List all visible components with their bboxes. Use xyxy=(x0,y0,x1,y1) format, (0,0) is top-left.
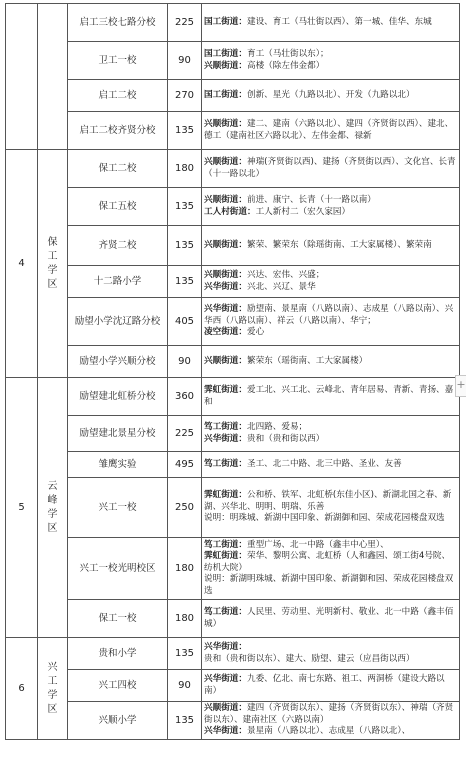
catchment-line xyxy=(204,356,457,368)
catchment-text: 爱工北、兴工北、云峰北、青年居易、青新、青扬、嘉和 xyxy=(204,385,454,407)
street-label: 兴华街道： xyxy=(204,726,247,737)
school-name-cell: 兴工四校 xyxy=(68,670,168,702)
catchment-text: 建二、建南（六路以北）、建四（齐贤街以西）、建北、德工（建南社区六路以北）、左伟金都、禄新 xyxy=(204,119,454,141)
school-name-cell: 励望建北虹桥分校 xyxy=(68,378,168,416)
catchment-text: 重型广场、北一中路（鑫丰中心里）、 xyxy=(246,539,389,550)
table-row xyxy=(6,150,460,188)
school-name-cell: 十二路小学 xyxy=(68,266,168,298)
enrollment-count-cell: 90 xyxy=(168,42,202,80)
enrollment-count-cell: 180 xyxy=(168,538,202,600)
catchment-text: 繁荣东（瑶街南、工大家属楼） xyxy=(246,355,368,366)
table-row xyxy=(6,378,460,416)
catchment-area-cell xyxy=(202,378,460,416)
catchment-line xyxy=(204,459,457,471)
catchment-line xyxy=(204,574,457,597)
enrollment-count-cell: 180 xyxy=(168,600,202,638)
school-name-cell: 兴工一校 xyxy=(68,478,168,538)
table-row xyxy=(6,670,460,702)
school-name-cell: 保工一校 xyxy=(68,600,168,638)
enrollment-table xyxy=(5,3,460,740)
street-label: 兴顺街道： xyxy=(204,157,247,167)
enrollment-count-cell: 495 xyxy=(168,452,202,478)
catchment-line xyxy=(204,327,457,339)
table-row xyxy=(6,4,460,42)
catchment-text: 神瑞(齐贤街以西)、建扬（齐贤街以西）、文化宫、长青（十一路以北） xyxy=(204,157,456,179)
street-label: 兴华街道： xyxy=(204,281,247,292)
street-label: 凌空街道： xyxy=(204,327,247,338)
enrollment-count-cell: 135 xyxy=(168,266,202,298)
school-name-cell: 齐贤二校 xyxy=(68,226,168,266)
catchment-text: 景星南（八路以北）、志成星（八路以北）、 xyxy=(246,726,411,737)
catchment-line xyxy=(204,270,457,282)
school-name-cell: 贵和小学 xyxy=(68,638,168,670)
district-name: 云峰学区 xyxy=(47,480,58,534)
school-name-cell: 兴顺小学 xyxy=(68,702,168,740)
catchment-area-cell xyxy=(202,538,460,600)
group-number-cell xyxy=(6,4,38,150)
catchment-line xyxy=(204,207,457,219)
catchment-line xyxy=(204,490,457,513)
catchment-text: 爱心 xyxy=(246,327,265,338)
catchment-text: 前进、康宁、长青（十一路以南） xyxy=(246,195,376,205)
catchment-line xyxy=(204,282,457,294)
catchment-area-cell xyxy=(202,112,460,150)
catchment-text: 公和桥、铁军、北虹桥(东佳小区)、新湖北国之春、新湖、兴华北、明明、明瑞、乐善 xyxy=(204,490,452,512)
street-label: 国工街道： xyxy=(204,89,247,100)
street-label: 兴顺街道： xyxy=(204,270,247,280)
catchment-text: 育工（马壮街以东）； xyxy=(246,49,329,59)
school-name-cell: 兴工一校光明校区 xyxy=(68,538,168,600)
school-name-cell: 卫工一校 xyxy=(68,42,168,80)
catchment-text: 说明：新湖明珠城、新湖中国印象、新湖御和园、荣成花园楼盘双选 xyxy=(204,574,454,596)
group-number-cell: 6 xyxy=(6,638,38,740)
street-label: 笃工街道： xyxy=(204,422,247,432)
table-row xyxy=(6,346,460,378)
street-label: 国工街道： xyxy=(204,49,247,59)
table-row xyxy=(6,298,460,346)
school-name-cell: 启工二校齐贤分校 xyxy=(68,112,168,150)
catchment-area-cell xyxy=(202,452,460,478)
enrollment-count-cell: 135 xyxy=(168,112,202,150)
table-row xyxy=(6,478,460,538)
street-label: 兴顺街道： xyxy=(204,60,247,71)
enrollment-count-cell: 405 xyxy=(168,298,202,346)
enrollment-count-cell: 360 xyxy=(168,378,202,416)
table-row xyxy=(6,226,460,266)
district-cell xyxy=(38,4,68,150)
school-name-cell: 雏鹰实验 xyxy=(68,452,168,478)
catchment-text: 贵和（贵和街以西） xyxy=(246,433,325,444)
school-name-cell: 励望小学沈辽路分校 xyxy=(68,298,168,346)
catchment-text: 说明：明珠城、新湖中国印象、新湖御和园、荣成花园楼盘双选 xyxy=(204,513,445,524)
enrollment-count-cell: 270 xyxy=(168,80,202,112)
catchment-area-cell xyxy=(202,346,460,378)
street-label: 笃工街道： xyxy=(204,539,247,550)
catchment-line xyxy=(204,385,457,408)
catchment-text: 贵和（贵和街以东）、建大、励望、建云（应昌街以西） xyxy=(204,653,415,664)
side-expand-tab[interactable]: + xyxy=(455,375,466,397)
school-name-cell: 保工二校 xyxy=(68,150,168,188)
school-name-cell: 励望小学兴顺分校 xyxy=(68,346,168,378)
catchment-line xyxy=(204,49,457,61)
catchment-line xyxy=(204,434,457,446)
catchment-line xyxy=(204,726,457,738)
district-name: 兴工学区 xyxy=(47,661,58,715)
catchment-area-cell xyxy=(202,298,460,346)
street-label: 霁虹街道： xyxy=(204,551,247,562)
catchment-line xyxy=(204,90,457,102)
table-row xyxy=(6,600,460,638)
group-number-cell: 4 xyxy=(6,150,38,378)
catchment-text: 励望南、景星南（八路以南）、志成星（八路以南）、兴华西（八路以南）、祥云（八路以南）、华宁； xyxy=(204,304,454,326)
catchment-text: 兴北、兴辽、景华 xyxy=(246,281,316,292)
catchment-line xyxy=(204,642,457,665)
street-label: 兴顺街道： xyxy=(204,355,247,366)
catchment-line xyxy=(204,61,457,73)
catchment-text: 人民里、劳动里、光明新村、敬业、北一中路（鑫丰佰城） xyxy=(204,607,454,629)
table-row xyxy=(6,452,460,478)
enrollment-count-cell: 225 xyxy=(168,416,202,452)
enrollment-count-cell: 135 xyxy=(168,188,202,226)
street-label: 霁虹街道： xyxy=(204,385,247,395)
catchment-area-cell xyxy=(202,188,460,226)
catchment-line xyxy=(204,240,457,252)
district-cell xyxy=(38,150,68,378)
catchment-line xyxy=(204,157,457,180)
catchment-line xyxy=(204,551,457,574)
district-name: 保工学区 xyxy=(47,236,58,290)
table-row xyxy=(6,538,460,600)
catchment-text: 圣工、北二中路、北三中路、圣业、友善 xyxy=(246,458,402,469)
catchment-line xyxy=(204,304,457,327)
group-number-cell: 5 xyxy=(6,378,38,638)
street-label: 笃工街道： xyxy=(204,607,247,617)
table-row xyxy=(6,416,460,452)
street-label: 兴华街道： xyxy=(204,304,247,315)
catchment-area-cell xyxy=(202,150,460,188)
district-cell xyxy=(38,378,68,638)
catchment-text: 繁荣、繁荣东（除瑶街南、工大家属楼）、繁荣南 xyxy=(246,239,432,250)
catchment-line xyxy=(204,17,457,29)
catchment-line xyxy=(204,540,457,552)
table-row xyxy=(6,638,460,670)
street-label: 兴华街道： xyxy=(204,433,247,444)
street-label: 兴顺街道： xyxy=(204,119,247,129)
catchment-area-cell xyxy=(202,670,460,702)
catchment-text: 高楼（除左伟金都） xyxy=(246,60,325,71)
catchment-area-cell xyxy=(202,702,460,740)
catchment-area-cell xyxy=(202,80,460,112)
enrollment-count-cell: 135 xyxy=(168,702,202,740)
catchment-area-cell xyxy=(202,42,460,80)
enrollment-count-cell: 135 xyxy=(168,226,202,266)
table-row xyxy=(6,112,460,150)
catchment-line xyxy=(204,422,457,434)
catchment-line xyxy=(204,607,457,630)
street-label: 国工街道： xyxy=(204,16,247,27)
enrollment-count-cell: 90 xyxy=(168,670,202,702)
catchment-line xyxy=(204,674,457,697)
catchment-text: 创新、星光（九路以北）、开发（九路以北） xyxy=(246,89,415,100)
school-name-cell: 启工二校 xyxy=(68,80,168,112)
catchment-area-cell xyxy=(202,600,460,638)
enrollment-count-cell: 250 xyxy=(168,478,202,538)
catchment-area-cell xyxy=(202,638,460,670)
catchment-area-cell xyxy=(202,4,460,42)
enrollment-count-cell: 180 xyxy=(168,150,202,188)
catchment-text: 北四路、爱易； xyxy=(246,422,308,432)
table-row xyxy=(6,266,460,298)
table-body xyxy=(6,4,460,740)
school-name-cell: 启工三校七路分校 xyxy=(68,4,168,42)
district-cell xyxy=(38,638,68,740)
catchment-area-cell xyxy=(202,478,460,538)
catchment-line xyxy=(204,703,457,726)
catchment-text: 九委、亿北、南七东路、祖工、两洞桥（建设大路以南） xyxy=(204,674,445,696)
catchment-text: 荣华、黎明公寓、北虹桥（人和鑫园、颂工街4号院、纺机大院） xyxy=(204,551,451,573)
street-label: 兴华街道： xyxy=(204,674,247,684)
catchment-line xyxy=(204,513,457,525)
street-label: 兴顺街道： xyxy=(204,195,247,205)
street-label: 兴华街道： xyxy=(204,642,247,652)
catchment-text: 建四（齐贤街以东）、建扬（齐贤街以东）、神瑞（齐贤街以东）、建南社区（六路以南） xyxy=(204,703,454,725)
catchment-line xyxy=(204,119,457,142)
table-row xyxy=(6,702,460,740)
street-label: 工人村街道： xyxy=(204,206,256,217)
street-label: 霁虹街道： xyxy=(204,490,247,501)
catchment-line xyxy=(204,195,457,207)
street-label: 兴顺街道： xyxy=(204,703,247,714)
catchment-text: 兴达、宏伟、兴盛； xyxy=(246,270,325,280)
catchment-text: 建设、育工（马壮街以西）、第一城、佳华、东城 xyxy=(246,16,432,27)
table-row xyxy=(6,42,460,80)
street-label: 笃工街道： xyxy=(204,458,247,469)
catchment-area-cell xyxy=(202,266,460,298)
catchment-area-cell xyxy=(202,226,460,266)
table-row xyxy=(6,188,460,226)
catchment-text: 工人新村二（宏久家园） xyxy=(255,206,351,217)
school-name-cell: 保工五校 xyxy=(68,188,168,226)
table-row xyxy=(6,80,460,112)
school-name-cell: 励望建北景星分校 xyxy=(68,416,168,452)
catchment-area-cell xyxy=(202,416,460,452)
enrollment-count-cell: 135 xyxy=(168,638,202,670)
enrollment-count-cell: 225 xyxy=(168,4,202,42)
enrollment-count-cell: 90 xyxy=(168,346,202,378)
street-label: 兴顺街道： xyxy=(204,239,247,250)
